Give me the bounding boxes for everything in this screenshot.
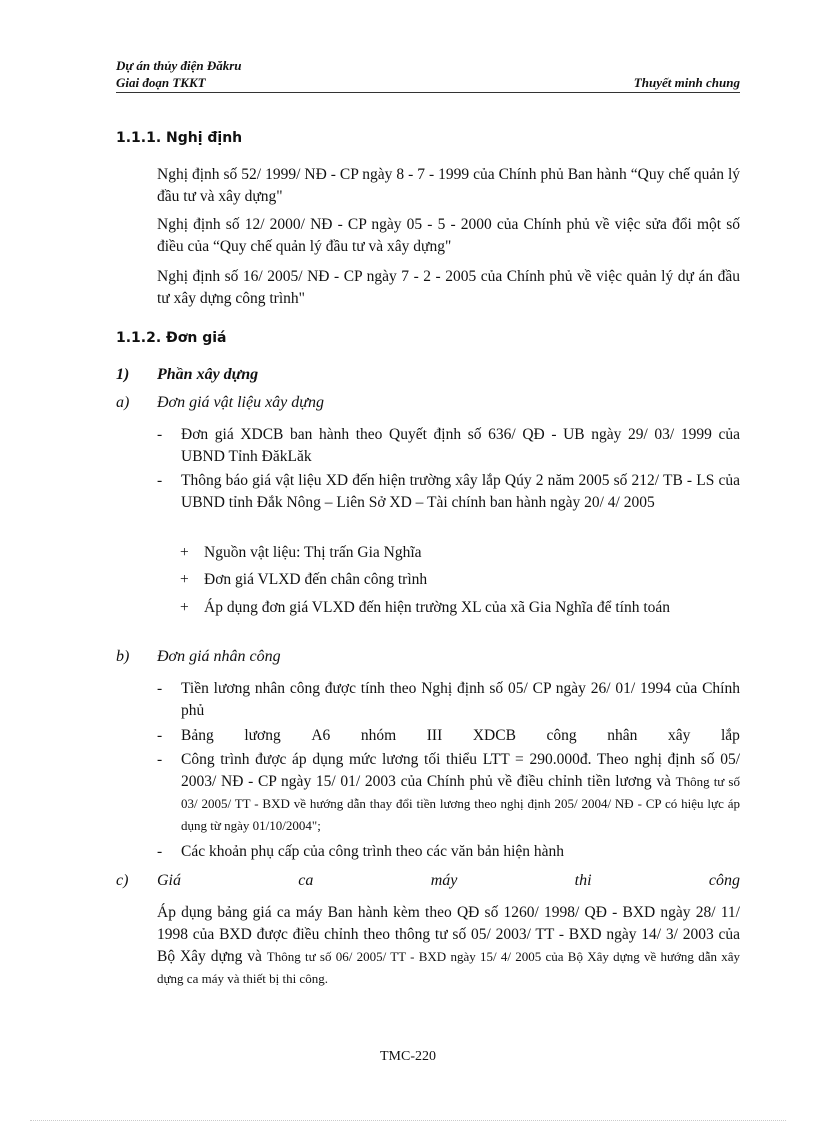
decree-paragraph: Nghị định số 52/ 1999/ NĐ - CP ngày 8 - 7 - 1999 của Chính phủ Ban hành “Quy chế quản lý đầu tư và xây dựng" xyxy=(157,166,740,205)
subsection-heading-c xyxy=(116,872,740,890)
list-item: - Tiền lương nhân công được tính theo Nghị định số 05/ CP ngày 26/ 01/ 1994 của Chính phủ xyxy=(157,678,740,722)
section-heading-1-1-2 xyxy=(116,330,226,346)
list-item: - Các khoản phụ cấp của công trình theo các văn bản hiện hành xyxy=(157,841,740,863)
section-heading-1-1-1 xyxy=(116,130,242,146)
sub-list-item-text: Đơn giá VLXD đến chân công trình xyxy=(204,571,428,588)
list-item: - Đơn giá XDCB ban hành theo Quyết định số 636/ QĐ - UB ngày 29/ 03/ 1999 của UBND Tỉnh ĐăkLăk xyxy=(157,424,740,468)
section-title: Đơn giá xyxy=(166,330,227,346)
page-code: TMC-220 xyxy=(380,1049,436,1064)
list-item: - Bảng lương A6 nhóm III XDCB công nhân xây lắp xyxy=(157,725,740,747)
section-number: 1.1.1. xyxy=(116,130,162,146)
subsection-title: Giá ca máy thi công xyxy=(157,872,740,889)
decree-paragraph: Nghị định số 12/ 2000/ NĐ - CP ngày 05 - 5 - 2000 của Chính phủ về việc sửa đổi một số điều của “Quy chế quản lý đầu tư và xây dựng" xyxy=(157,216,740,255)
subsection-title: Đơn giá vật liệu xây dựng xyxy=(157,394,325,411)
sub-list-item: + Áp dụng đơn giá VLXD đến hiện trường XL của xã Gia Nghĩa để tính toán xyxy=(180,597,740,619)
section-number: 1.1.2. xyxy=(116,330,162,346)
list-item-text: Công trình được áp dụng mức lương tối thiểu LTT = 290.000đ. Theo nghị định số 05/ 2003/ NĐ - CP ngày 15/ 01/ 2003 của Chính phủ về điều chỉnh tiền lương và Thông tư số 03/ 2005/ TT - BXD về hướng dẫn thay đổi tiền lương theo nghị định 205/ 2004/ NĐ - CP có hiệu lực áp dụng từ ngày 01/10/2004"; xyxy=(181,751,740,833)
list-item: - Công trình được áp dụng mức lương tối thiểu LTT = 290.000đ. Theo nghị định số 05/ 2003/ NĐ - CP ngày 15/ 01/ 2003 của Chính phủ về điều chỉnh tiền lương và Thông tư số 03/ 2005/ TT - BXD về hướng dẫn thay đổi tiền lương theo nghị định 205/ 2004/ NĐ - CP có hiệu lực áp dụng từ ngày 01/10/2004"; xyxy=(157,749,740,837)
section-title: Nghị định xyxy=(166,130,243,146)
sub-list-item-text: Nguồn vật liệu: Thị trấn Gia Nghĩa xyxy=(204,544,422,561)
list-item-text: Đơn giá XDCB ban hành theo Quyết định số 636/ QĐ - UB ngày 29/ 03/ 1999 của UBND Tỉnh ĐăkLăk xyxy=(181,426,740,465)
header-stage: Giai đoạn TKKT xyxy=(116,75,206,90)
machine-cost-paragraph: Áp dụng bảng giá ca máy Ban hành kèm theo QĐ số 1260/ 1998/ QĐ - BXD ngày 28/ 11/ 1998 của BXD được điều chỉnh theo thông tư số 05/ 2003/ TT - BXD ngày 14/ 3/ 2003 của Bộ Xây dựng và Thông tư số 06/ 2005/ TT - BXD ngày 15/ 4/ 2005 của Bộ Xây dựng về hướng dẫn xây dựng ca máy và thiết bị thi công. xyxy=(157,904,740,986)
list-item: - Thông báo giá vật liệu XD đến hiện trường xây lắp Qúy 2 năm 2005 số 212/ TB - LS của UBND tỉnh Đắk Nông – Liên Sở XD – Tài chính ban hành ngày 20/ 4/ 2005 xyxy=(157,470,740,514)
subsection-label: b) xyxy=(116,648,130,665)
header-project: Dự án thủy điện Đăkru xyxy=(116,58,242,73)
header-rule xyxy=(116,92,740,93)
list-item-text: Bảng lương A6 nhóm III XDCB công nhân xây lắp xyxy=(181,727,740,744)
list-item-text: Thông báo giá vật liệu XD đến hiện trường xây lắp Qúy 2 năm 2005 số 212/ TB - LS của UBND tỉnh Đắk Nông – Liên Sở XD – Tài chính ban hành ngày 20/ 4/ 2005 xyxy=(181,472,740,511)
subsection-label: c) xyxy=(116,872,129,889)
subsection-title: Đơn giá nhân công xyxy=(157,648,281,665)
part-title: Phần xây dựng xyxy=(157,366,259,383)
header-doc-title: Thuyết minh chung xyxy=(633,75,740,90)
sub-list-item-text: Áp dụng đơn giá VLXD đến hiện trường XL của xã Gia Nghĩa để tính toán xyxy=(204,599,671,616)
sub-list-item: + Đơn giá VLXD đến chân công trình xyxy=(180,569,740,591)
part-label: 1) xyxy=(116,366,130,383)
list-item-text: Các khoản phụ cấp của công trình theo các văn bản hiện hành xyxy=(181,843,565,860)
list-item-text: Tiền lương nhân công được tính theo Nghị định số 05/ CP ngày 26/ 01/ 1994 của Chính phủ xyxy=(181,680,740,719)
decree-paragraph: Nghị định số 16/ 2005/ NĐ - CP ngày 7 - 2 - 2005 của Chính phủ về việc quản lý dự án đầu tư xây dựng công trình" xyxy=(157,268,740,307)
page-bottom-rule xyxy=(30,1120,786,1121)
sub-list-item: + Nguồn vật liệu: Thị trấn Gia Nghĩa xyxy=(180,542,740,564)
subsection-label: a) xyxy=(116,394,130,411)
